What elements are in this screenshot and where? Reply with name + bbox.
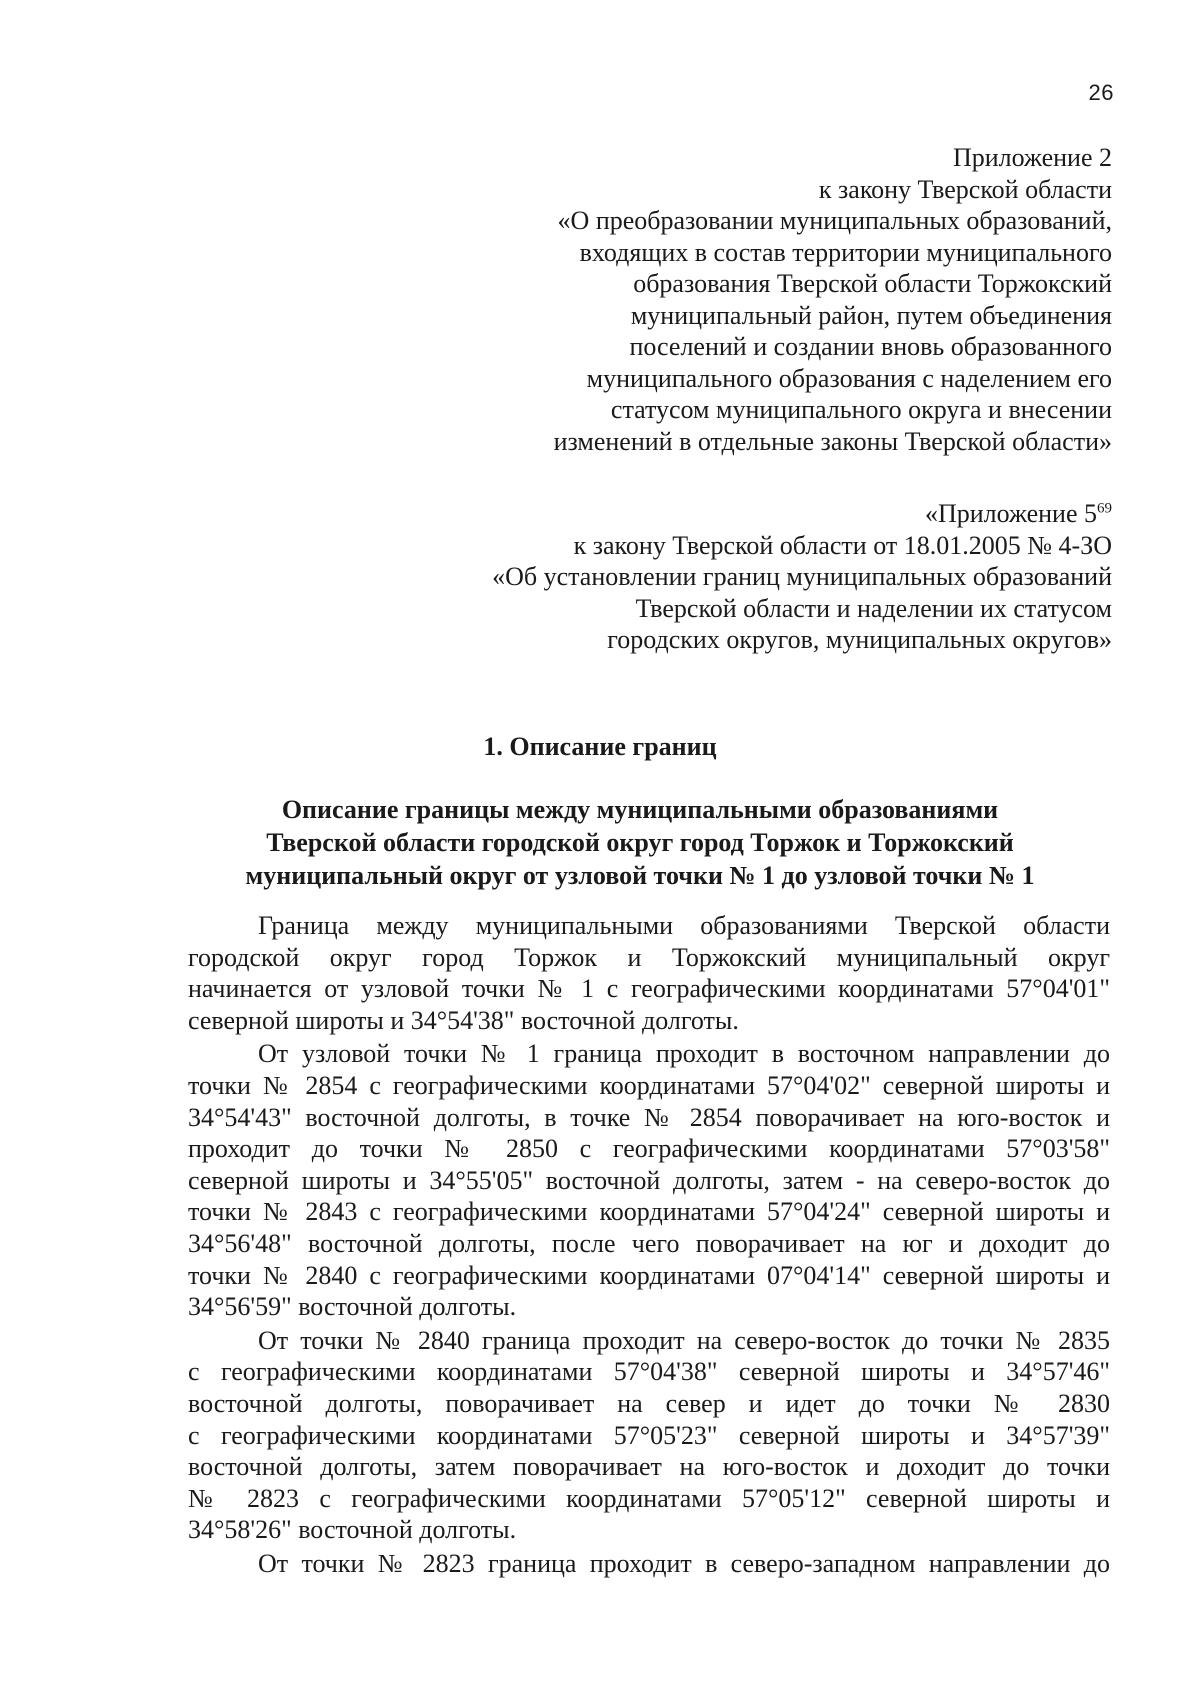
paragraph — [188, 1325, 1110, 1546]
appendix-superscript: 69 — [1097, 500, 1112, 517]
appendix-title-line — [492, 498, 1112, 530]
subtitle-line: муниципальный округ от узловой точки № 1 до узловой точки № 1 — [245, 861, 1035, 890]
text-line: восточной долготы, затем поворачивает на юго-восток и доходит до точки — [188, 1452, 1110, 1482]
text-line: 34°54'43" восточной долготы, в точке № 2854 поворачивает на юго-восток и — [188, 1102, 1110, 1132]
section-title: 1. Описание границ — [483, 732, 717, 761]
text-line: № 2823 с географическими координатами 57°05'12" северной широты и — [188, 1483, 1110, 1513]
text-line: От узловой точки № 1 граница проходит в восточном направлении до — [258, 1039, 1110, 1069]
boundary-description — [188, 910, 1110, 1581]
paragraph — [188, 1038, 1110, 1322]
subtitle-line: Описание границы между муниципальными образованиями — [281, 795, 999, 824]
appendix-line: Приложение 2 — [952, 143, 1112, 172]
text-line: с географическими координатами 57°04'38" северной широты и 34°57'46" — [188, 1357, 1110, 1387]
page-number: 26 — [1088, 80, 1114, 105]
appendix-line: образования Тверской области Торжокский — [633, 269, 1112, 298]
text-line: 34°58'26" восточной долготы. — [188, 1515, 517, 1545]
appendix-line: статусом муниципального округа и внесении — [610, 395, 1112, 424]
appendix-line: к закону Тверской области — [818, 174, 1112, 204]
text-line: восточной долготы, поворачивает на север и идет до точки № 2830 — [188, 1388, 1110, 1418]
appendix-line: Тверской области и наделении их статусом — [635, 593, 1112, 623]
text-line: От точки № 2840 граница проходит на северо-восток до точки № 2835 — [258, 1325, 1110, 1355]
appendix-line: входящих в состав территории муниципального — [579, 237, 1112, 267]
appendix-line: «Об установлении границ муниципальных образований — [492, 562, 1112, 591]
appendix-5-69-header — [492, 498, 1112, 656]
appendix-line: поселений и создании вновь образованного — [629, 332, 1112, 361]
appendix-line: «О преобразовании муниципальных образований, — [557, 206, 1112, 235]
appendix-line: муниципальный район, путем объединения — [630, 300, 1112, 330]
text-line: 34°56'59" восточной долготы. — [188, 1292, 517, 1322]
appendix-line: муниципального образования с наделением его — [586, 363, 1112, 393]
text-line: начинается от узловой точки № 1 с географическими координатами 57°04'01" — [188, 974, 1110, 1004]
text-line: северной широты и 34°54'38" восточной долготы. — [188, 1005, 739, 1035]
text-line: 34°56'48" восточной долготы, после чего поворачивает на юг и доходит до — [188, 1228, 1110, 1258]
boundary-subtitle — [180, 793, 1100, 892]
text-line: с географическими координатами 57°05'23" северной широты и 34°57'39" — [188, 1420, 1110, 1450]
text-line: точки № 2854 с географическими координатами 57°04'02" северной широты и — [188, 1070, 1110, 1100]
appendix-line: изменений в отдельные законы Тверской области» — [553, 426, 1112, 456]
text-line: От точки № 2823 граница проходит в северо-западном направлении до — [258, 1548, 1110, 1578]
paragraph — [188, 1548, 1110, 1580]
text-line: точки № 2843 с географическими координатами 57°04'24" северной широты и — [188, 1197, 1110, 1227]
text-line: точки № 2840 с географическими координатами 07°04'14" северной широты и — [188, 1260, 1110, 1290]
appendix-title: «Приложение 5 — [924, 499, 1097, 528]
text-line: северной широты и 34°55'05" восточной долготы, затем - на северо-восток до — [188, 1165, 1110, 1195]
appendix-line: к закону Тверской области от 18.01.2005 № 4-ЗО — [573, 530, 1112, 560]
text-line: городской округ город Торжок и Торжокский муниципальный округ — [188, 942, 1110, 972]
appendix-2-header — [554, 142, 1112, 457]
paragraph — [188, 910, 1110, 1036]
appendix-line: городских округов, муниципальных округов» — [607, 625, 1112, 654]
subtitle-line: Тверской области городской округ город Торжок и Торжокский — [266, 828, 1014, 857]
text-line: Граница между муниципальными образованиями Тверской области — [258, 911, 1110, 940]
text-line: проходит до точки № 2850 с географическими координатами 57°03'58" — [188, 1134, 1110, 1164]
